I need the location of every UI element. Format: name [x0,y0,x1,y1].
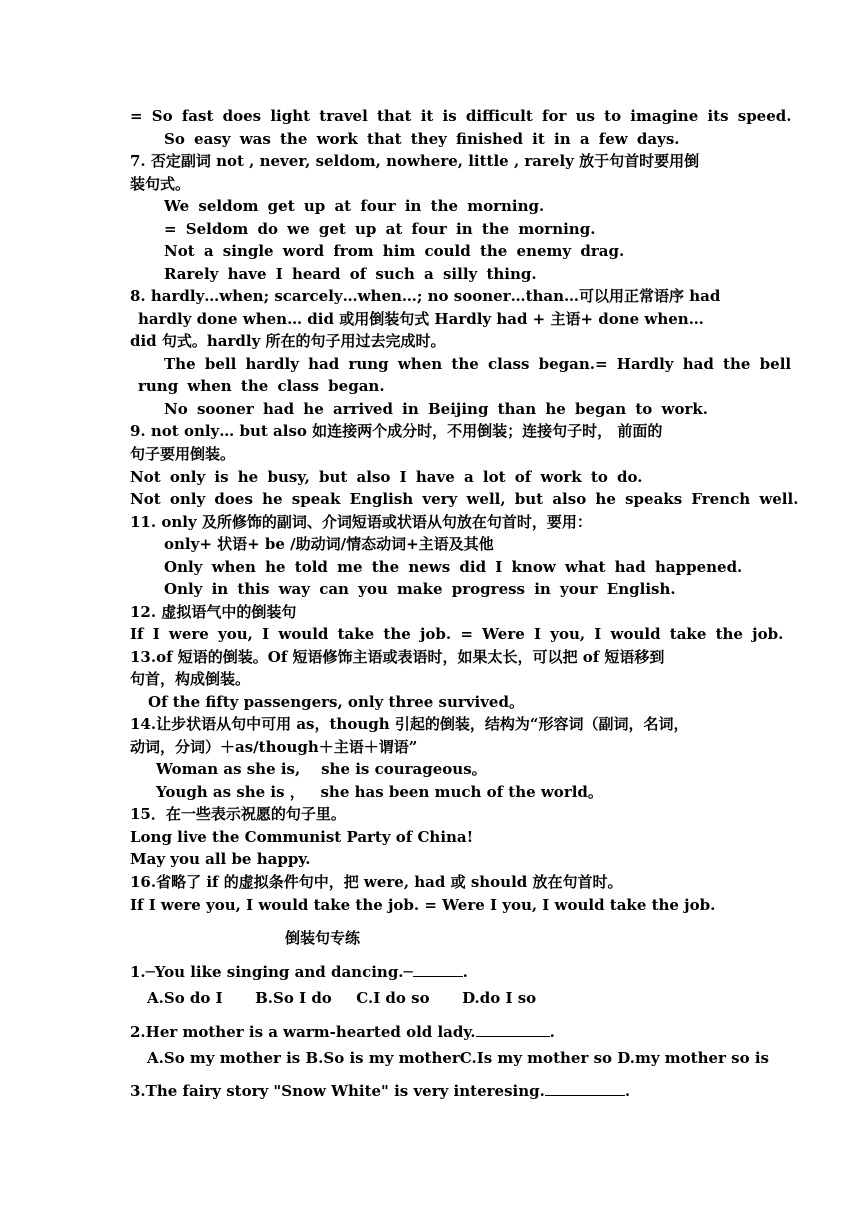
text-line: 8. hardly…when; scarcely…when…; no sooner…than…可以用正常语序 had [130,287,721,305]
text-line: 13.of 短语的倒装。Of 短语修饰主语或表语时，如果太长，可以把 of 短语移到 [130,648,665,666]
text-line: 14.让步状语从句中可用 as，though 引起的倒装，结构为“形容词（副词，名词， [130,715,689,733]
question-text: 3.The fairy story "Snow White" is very interesing. [130,1082,545,1100]
text-line: only+ 状语+ be /助动词/情态动词+主语及其他 [164,535,494,553]
options-2 [147,1048,769,1068]
text-line: Not a single word from him could the enemy drag. [164,242,625,260]
text-line: If I were you, I would take the job. = Were I you, I would take the job. [130,896,716,914]
text-line: Yough as she is ， she has been much of the world。 [156,783,603,801]
option-c: C.I do so [356,989,430,1007]
question-1 [130,962,468,982]
text-line: Rarely have I heard of such a silly thing. [164,265,537,283]
text-line: 句子要用倒装。 [130,445,236,463]
text-line: 12. 虚拟语气中的倒装句 [130,603,297,621]
text-line: So easy was the work that they finished it in a few days. [164,130,680,148]
text-line: The bell hardly had rung when the class began.= Hardly had the bell [164,355,792,373]
text-line: 动词，分词）＋as/though＋主语＋谓语” [130,738,418,756]
text-line: = Seldom do we get up at four in the morning. [164,220,596,238]
text-line: 7. 否定副词 not , never, seldom, nowhere, little , rarely 放于句首时要用倒 [130,152,700,170]
text-line: 装句式。 [130,175,191,193]
option-c: C.Is my mother so [459,1049,613,1067]
text-line: Of the fifty passengers, only three survived。 [148,693,524,711]
text-line: Long live the Communist Party of China! [130,828,474,846]
text-line: Only in this way can you make progress in your English. [164,580,676,598]
text-line: Not only is he busy, but also I have a lot of work to do. [130,468,643,486]
question-text: 2.Her mother is a warm-hearted old lady. [130,1023,476,1041]
answer-blank[interactable] [545,1081,625,1096]
text-line: 9. not only… but also 如连接两个成分时，不用倒装；连接句子时， 前面的 [130,422,663,440]
question-text: 1.─You like singing and dancing.─ [130,963,413,981]
text-line: 句首，构成倒装。 [130,670,251,688]
text-line: 15．在一些表示祝愿的句子里。 [130,805,346,823]
text-line: = So fast does light travel that it is difficult for us to imagine its speed. [130,107,792,125]
option-d: D.do I so [462,989,537,1007]
text-line: May you all be happy. [130,850,311,868]
question-2 [130,1022,555,1042]
question-end: . [549,1023,555,1041]
option-b: B.So I do [255,989,332,1007]
text-line: Only when he told me the news did I know what had happened. [164,558,743,576]
option-a: A.So my mother is [147,1049,301,1067]
text-line: 16.省略了 if 的虚拟条件句中，把 were, had 或 should 放在句首时。 [130,873,623,891]
option-d: D.my mother so is [617,1049,769,1067]
text-line: Woman as she is, she is courageous。 [156,760,487,778]
text-line: did 句式。hardly 所在的句子用过去完成时。 [130,332,446,350]
text-line: hardly done when… did 或用倒装句式 Hardly had + 主语+ done when… [138,310,704,328]
text-line: 11. only 及所修饰的副词、介词短语或状语从句放在句首时，要用： [130,513,592,531]
text-line: We seldom get up at four in the morning. [164,197,545,215]
question-end: . [462,963,468,981]
option-a: A.So do I [147,989,223,1007]
answer-blank[interactable] [413,962,463,977]
text-line: rung when the class began. [138,377,385,395]
question-end: . [624,1082,631,1100]
text-line: No sooner had he arrived in Beijing than he began to work. [164,400,708,418]
question-3 [130,1081,630,1101]
options-1 [147,988,536,1008]
text-line: Not only does he speak English very well, but also he speaks French well. [130,490,799,508]
exercise-title: 倒装句专练 [285,929,361,947]
option-b: B.So is my mother [305,1049,460,1067]
text-line: If I were you, I would take the job. = Were I you, I would take the job. [130,625,784,643]
answer-blank[interactable] [476,1022,550,1037]
